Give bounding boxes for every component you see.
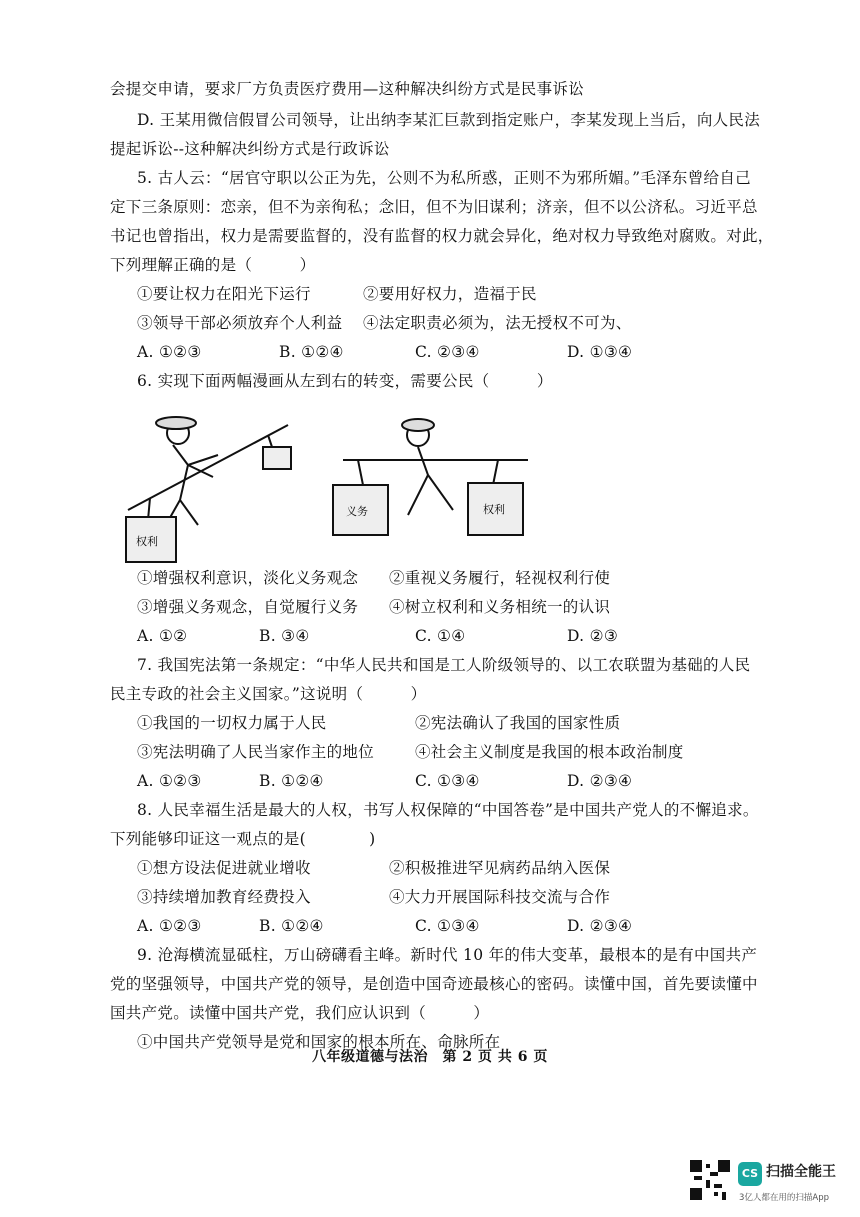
text-line: A. ①②③ bbox=[137, 772, 202, 790]
text-line: ④社会主义制度是我国的根本政治制度 bbox=[415, 743, 684, 761]
text-line: C. ①③④ bbox=[415, 772, 480, 790]
text-line: ③增强义务观念，自觉履行义务 bbox=[137, 598, 359, 616]
text-line: D. ②③④ bbox=[567, 917, 633, 935]
cartoon-illustration bbox=[118, 405, 538, 570]
text-line: ④树立权利和义务相统一的认识 bbox=[389, 598, 611, 616]
text-line: 民主专政的社会主义国家。”这说明（ ） bbox=[110, 685, 427, 703]
text-line: D. ②③ bbox=[567, 627, 619, 645]
text-line: D. ①③④ bbox=[567, 343, 633, 361]
text-line: A. ①②③ bbox=[137, 917, 202, 935]
text-line: ①增强权利意识，淡化义务观念 bbox=[137, 569, 359, 587]
scanner-tagline: 3亿人都在用的扫描App bbox=[739, 1193, 830, 1203]
text-line: 党的坚强领导，中国共产党的领导，是创造中国奇迹最核心的密码。读懂中国，首先要读懂中 bbox=[110, 975, 758, 993]
text-line: B. ①②④ bbox=[259, 772, 324, 790]
text-line: ②宪法确认了我国的国家性质 bbox=[415, 714, 621, 732]
text-line: D. 王某用微信假冒公司领导，让出纳李某汇巨款到指定账户，李某发现上当后，向人民法 bbox=[137, 111, 761, 129]
text-line: 7. 我国宪法第一条规定：“中华人民共和国是工人阶级领导的、以工农联盟为基础的人民 bbox=[137, 656, 751, 674]
page-footer: 八年级道德与法治 第 2 页 共 6 页 bbox=[312, 1049, 548, 1065]
text-line: ①想方设法促进就业增收 bbox=[137, 859, 311, 877]
text-line: B. ③④ bbox=[259, 627, 310, 645]
text-line: A. ①②③ bbox=[137, 343, 202, 361]
text-line: ④大力开展国际科技交流与合作 bbox=[389, 888, 611, 906]
text-line: D. ②③④ bbox=[567, 772, 633, 790]
qr-code-icon bbox=[690, 1160, 730, 1200]
left-bag-label: 权利 bbox=[136, 535, 158, 548]
text-line: ③持续增加教育经费投入 bbox=[137, 888, 311, 906]
text-line: ③宪法明确了人民当家作主的地位 bbox=[137, 743, 375, 761]
text-line: B. ①②④ bbox=[259, 917, 324, 935]
text-line: 下列能够印证这一观点的是( ) bbox=[110, 830, 376, 848]
text-line: C. ①④ bbox=[415, 627, 466, 645]
text-line: C. ②③④ bbox=[415, 343, 480, 361]
text-line: ①我国的一切权力属于人民 bbox=[137, 714, 327, 732]
right-bag-duty-label: 义务 bbox=[346, 505, 368, 518]
text-line: 提起诉讼--这种解决纠纷方式是行政诉讼 bbox=[110, 140, 390, 158]
text-line: ④法定职责必须为，法无授权不可为、 bbox=[363, 314, 632, 332]
text-line: 国共产党。读懂中国共产党，我们应认识到（ ） bbox=[110, 1004, 490, 1022]
text-line: 8. 人民幸福生活是最大的人权，书写人权保障的“中国答卷”是中国共产党人的不懈追求。 bbox=[137, 801, 759, 819]
scanner-app-name: 扫描全能王 bbox=[766, 1164, 836, 1180]
scanner-logo-icon: CS bbox=[738, 1162, 762, 1186]
text-line: ①要让权力在阳光下运行 bbox=[137, 285, 311, 303]
text-line: ②积极推进罕见病药品纳入医保 bbox=[389, 859, 611, 877]
text-line: 9. 沧海横流显砥柱，万山磅礴看主峰。新时代 10 年的伟大变革，最根本的是有中国共产 bbox=[137, 946, 758, 964]
text-line: ①中国共产党领导是党和国家的根本所在、命脉所在 bbox=[137, 1033, 501, 1051]
text-line: ②要用好权力，造福于民 bbox=[363, 285, 537, 303]
text-line: 会提交申请，要求厂方负责医疗费用—这种解决纠纷方式是民事诉讼 bbox=[110, 80, 585, 98]
text-line: ②重视义务履行，轻视权利行使 bbox=[389, 569, 611, 587]
text-line: 5. 古人云：“居官守职以公正为先，公则不为私所惑，正则不为邪所媚。”毛泽东曾给自己 bbox=[137, 169, 751, 187]
text-line: 定下三条原则：恋亲，但不为亲徇私；念旧，但不为旧谋利；济亲，但不以公济私。习近平总 bbox=[110, 198, 758, 216]
text-line: A. ①② bbox=[137, 627, 188, 645]
text-line: B. ①②④ bbox=[279, 343, 344, 361]
text-line: 6. 实现下面两幅漫画从左到右的转变，需要公民（ ） bbox=[137, 372, 553, 390]
right-bag-rights-label: 权利 bbox=[483, 503, 505, 516]
text-line: 下列理解正确的是（ ） bbox=[110, 256, 316, 274]
text-line: ③领导干部必须放弃个人利益 bbox=[137, 314, 343, 332]
text-line: C. ①③④ bbox=[415, 917, 480, 935]
text-line: 书记也曾指出，权力是需要监督的，没有监督的权力就会异化，绝对权力导致绝对腐败。对此， bbox=[110, 227, 774, 245]
